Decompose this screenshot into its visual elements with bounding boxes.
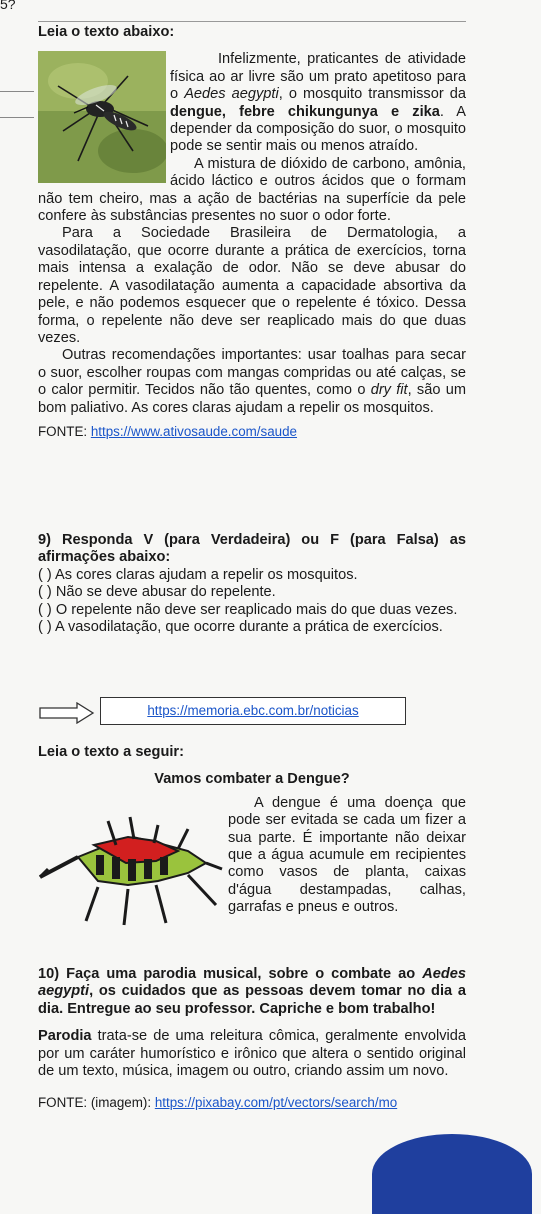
statement-item[interactable]: ( ) Não se deve abusar do repelente. [38, 584, 276, 601]
section-1 [38, 24, 466, 440]
paragraph-4 [38, 347, 466, 417]
source-link[interactable]: https://pixabay.com/pt/vectors/search/mo [154, 1095, 398, 1111]
arrow-right-icon [39, 702, 95, 724]
statement-item[interactable]: ( ) A vasodilatação, que ocorre durante a prática de exercícios. [38, 619, 443, 636]
top-divider [38, 21, 466, 22]
source-line-2 [38, 1094, 466, 1111]
mosquito-cartoon-icon [38, 815, 224, 929]
box-link[interactable]: https://memoria.ebc.com.br/noticias [147, 703, 359, 718]
question-9-title: 9) Responda V (para Verdadeira) ou F (para Falsa) as afirmações abaixo: [38, 532, 466, 566]
species-name: Aedes aegypti [38, 966, 466, 1000]
parodia-definition [38, 1028, 466, 1080]
margin-line [0, 117, 34, 118]
species-name: Aedes aegypti [184, 86, 279, 103]
article-2-text: A dengue é uma doença que pode ser evitada se cada um fizer a sua parte. É importante não deixar que a água acumule em recipientes como vasos de planta, caixas d'água destampadas, calhas, garrafas e pneus e outros. [228, 794, 466, 916]
paragraph-2: A mistura de dióxido de carbono, amônia, ácido láctico e outros ácidos que o formam não tem cheiro, mas a ação de bactérias na superfície da pele confere às substâncias presentes no suor o odor forte. [38, 155, 466, 225]
paragraph-1-text-c: . A depender da composição do suor, o mosquito pode se sentir mais ou menos atraído. [170, 103, 466, 155]
source-label: FONTE: (imagem): [38, 1095, 155, 1111]
paragraph-1-text: Infelizmente, praticantes de atividade física ao ar livre são um prato apetitoso para o [170, 51, 466, 103]
diseases-list: dengue, febre chikungunya e zika [170, 103, 440, 120]
paragraph-4-text: Outras recomendações importantes: usar toalhas para secar o suor, escolher roupas com mangas compridas ou até calças, se o calor permitir. Tecidos não tão quentes, como o [38, 347, 466, 399]
question-9 [38, 532, 466, 636]
paragraph-1-text-b: , o mosquito transmissor da [278, 86, 466, 103]
fabric-name: dry fit [370, 382, 408, 399]
article-2 [38, 795, 466, 917]
paragraph-3: Para a Sociedade Brasileira de Dermatologia, a vasodilatação, que ocorre durante a prática de exercícios, torna mais intensa a exalação de odor. Não se deve abusar do repelente. A vasodilatação aumenta a capacidade absortiva da pele, e não podemos esquecer que o repelente é tóxico. Dessa forma, o repelente não deve ser reaplicado mais do que duas vezes. [38, 225, 466, 346]
mosquito-photo-icon [38, 51, 166, 183]
article-1 [38, 51, 466, 440]
question-10-text [38, 966, 466, 1018]
question-10-text-a: 10) Faça uma parodia musical, sobre o combate ao [38, 966, 423, 982]
source-line-1 [38, 423, 466, 440]
source-link[interactable]: https://www.ativosaude.com/saude [90, 423, 298, 439]
source-label: FONTE: [38, 423, 91, 439]
statement-item[interactable]: ( ) As cores claras ajudam a repelir os mosquitos. [38, 566, 358, 583]
parodia-term: Parodia [38, 1028, 92, 1045]
question-mark-fragment: 5? [0, 0, 16, 12]
section-2 [38, 744, 466, 929]
margin-line [0, 91, 34, 92]
section-2-heading: Leia o texto a seguir: [38, 744, 184, 760]
question-10-text-b: , os cuidados que as pessoas devem tomar no dia a dia. Entregue ao seu professor. Capriche e bom trabalho! [38, 983, 466, 1017]
statement-list [38, 567, 466, 637]
article-2-title: Vamos combater a Dengue? [154, 771, 350, 788]
question-10 [38, 966, 466, 1112]
paragraph-4-text-b: , são um bom paliativo. As cores claras ajudam a repelir os mosquitos. [38, 382, 467, 416]
section-1-heading: Leia o texto abaixo: [38, 24, 175, 40]
statement-item[interactable]: ( ) O repelente não deve ser reaplicado mais do que duas vezes. [38, 601, 458, 618]
overlay-shape [372, 1134, 532, 1214]
parodia-text: trata-se de uma releitura cômica, geralmente envolvida por um caráter humorístico e irônico que altera o sentido original de um texto, música, imagem ou outro, criando assim um novo. [38, 1028, 466, 1080]
link-box [100, 697, 406, 725]
